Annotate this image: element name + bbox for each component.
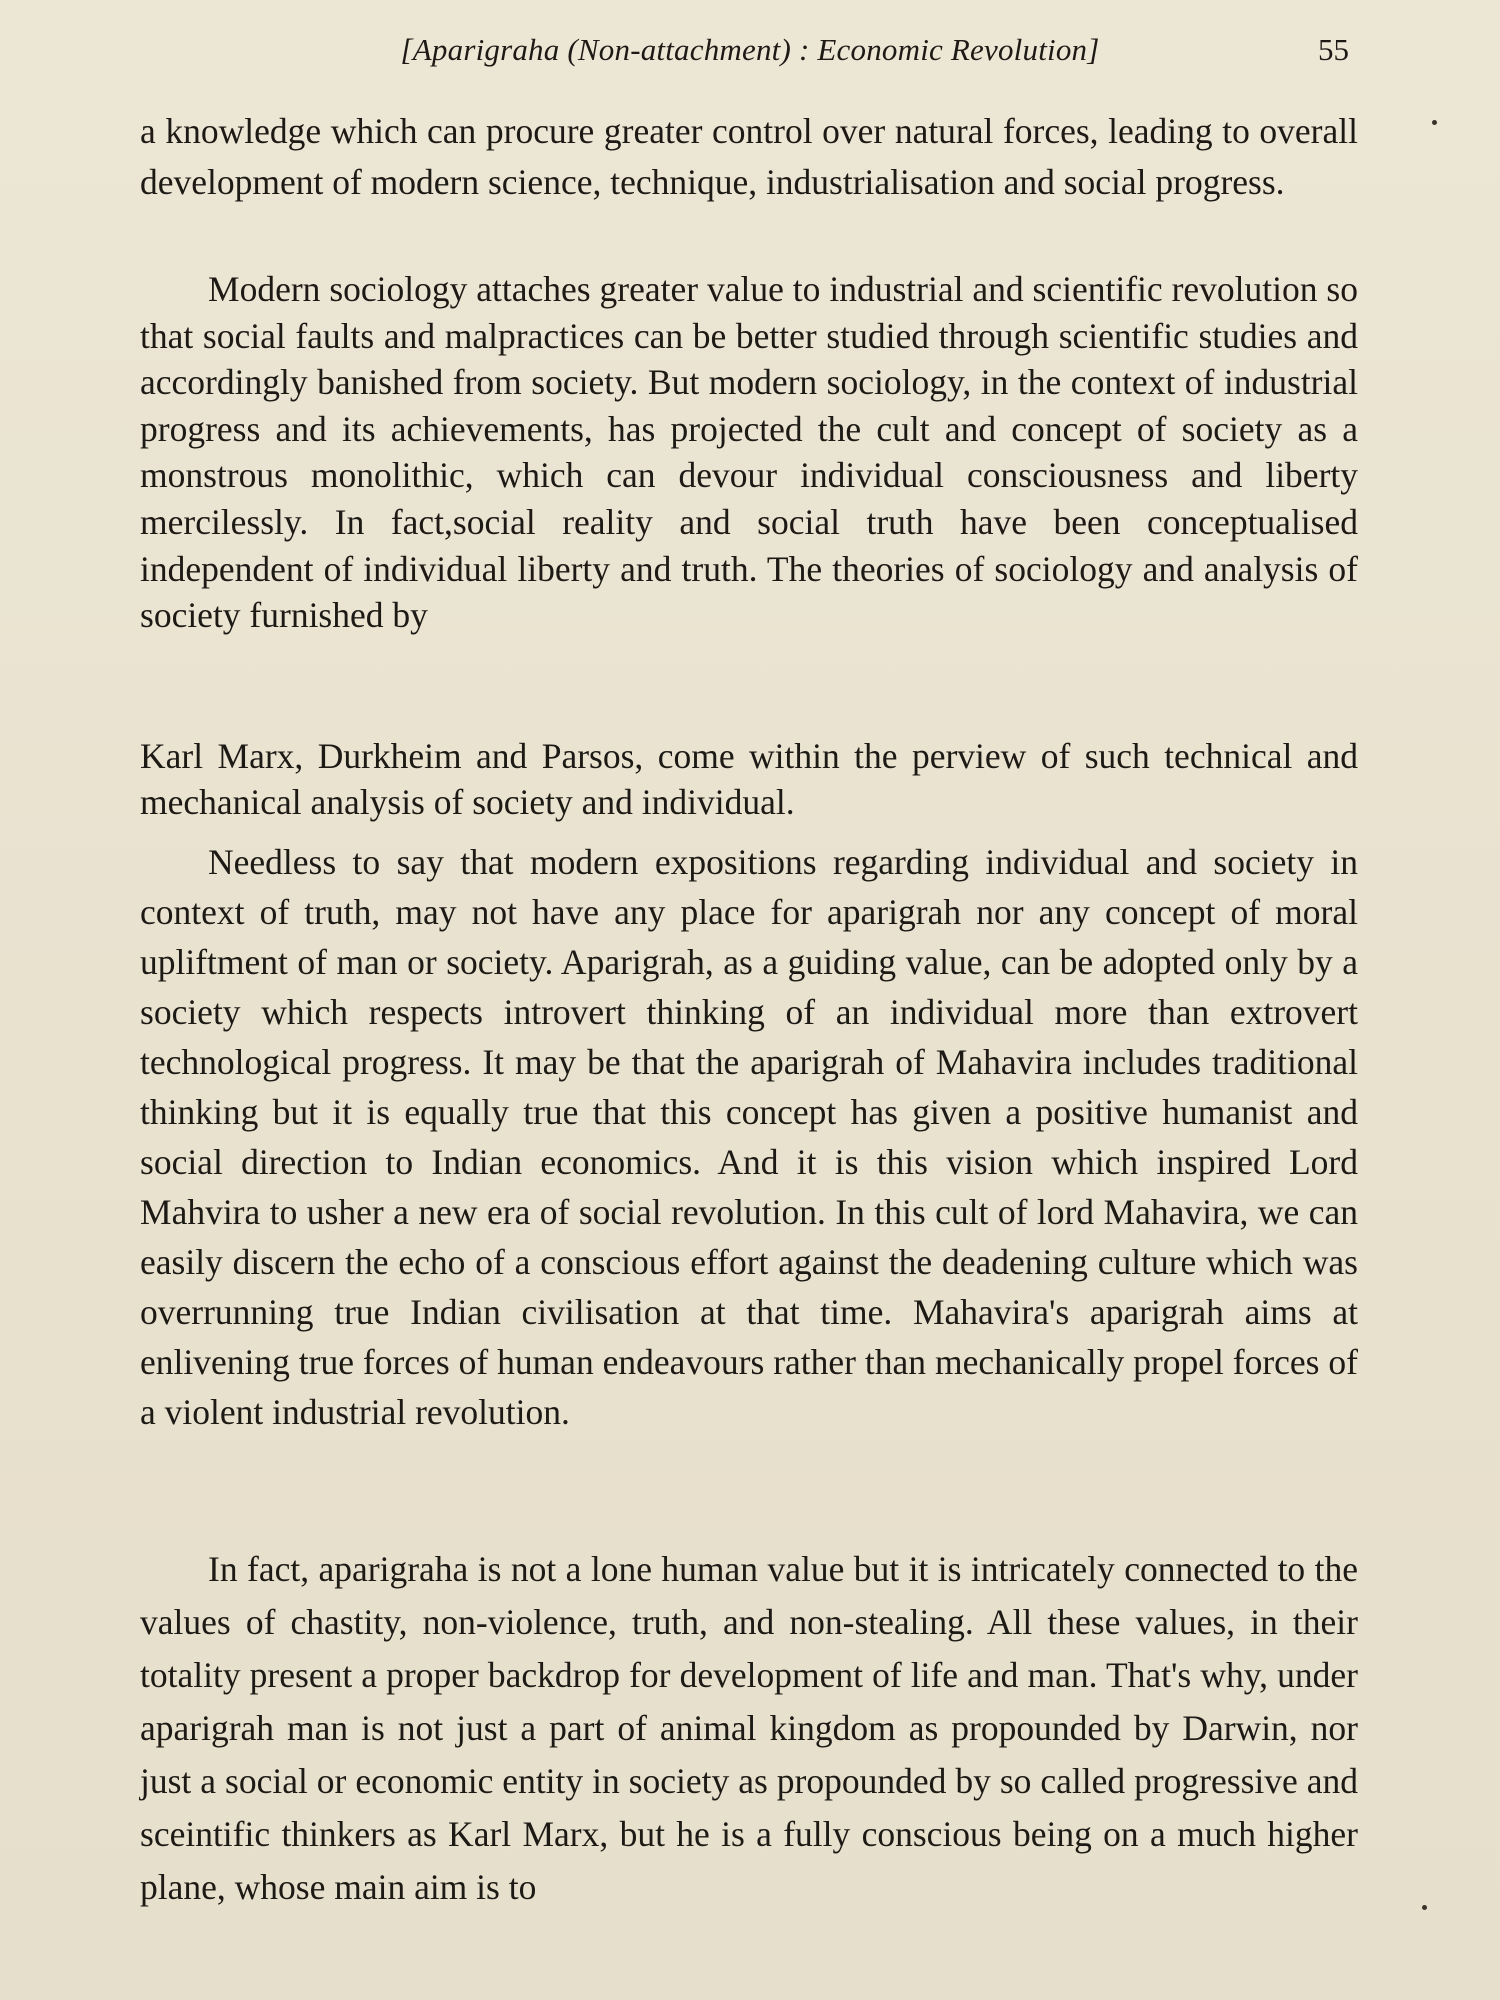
paragraph-in-fact: In fact, aparigraha is not a lone human value but it is intricately connected to the values of chastity, non-violence, truth, and non-stealing. All these values, in their totality present a proper backdrop for development of life and man. That's why, under aparigrah man is not just a part of animal kingdom as propounded by Darwin, nor just a social or economic entity in society as propounded by so called progressive and sceintific thinkers as Karl Marx, but he is a fully conscious being on a much higher plane, whose main aim is to bbox=[140, 1549, 1358, 1907]
margin-mark bbox=[1422, 1905, 1427, 1910]
paragraph-needless-to-say: Needless to say that modern expositions regarding individual and society in context of truth, may not have any place for aparigrah nor any concept of moral upliftment of man or society. Aparigrah, as a guiding value, can be adopted only by a society which respects introvert thinking of an individual more than extrovert technological progress. It may be that the aparigrah of Mahavira includes traditional thinking but it is equally true that this concept has given a positive humanist and social direction to Indian economics. And it is this vision which inspired Lord Mahvira to usher a new era of social revolution. In this cult of lord Mahavira, we can easily discern the echo of a conscious effort against the deadening culture which was overrunning true Indian civilisation at that time. Mahavira's aparigrah aims at enlivening true forces of human endeavours rather than mechanically propel forces of a violent industrial revolution. bbox=[140, 842, 1358, 1432]
paragraph-modern-sociology: Modern sociology attaches greater value to industrial and scientific revolution so that social faults and malpractices can be better studied through scientific studies and accordingly banished from society. But modern sociology, in the context of industrial progress and its achievements, has projected the cult and concept of society as a monstrous monolithic, which can devour individual consciousness and liberty mercilessly. In fact,social reality and social truth have been conceptualised independent of individual liberty and truth. The theories of sociology and analysis of society furnished by bbox=[140, 269, 1358, 636]
margin-mark bbox=[1432, 120, 1437, 125]
running-header-title: [Aparigraha (Non-attachment) : Economic Revolution] bbox=[400, 32, 1100, 67]
paragraph-continued: a knowledge which can procure greater control over natural forces, leading to overall development of modern science, technique, industrialisation and social progress. bbox=[140, 111, 1358, 202]
page-number: 55 bbox=[1318, 32, 1349, 67]
paragraph-modern-sociology-continued: Karl Marx, Durkheim and Parsos, come within the perview of such technical and mechanical analysis of society and individual. bbox=[140, 736, 1358, 822]
